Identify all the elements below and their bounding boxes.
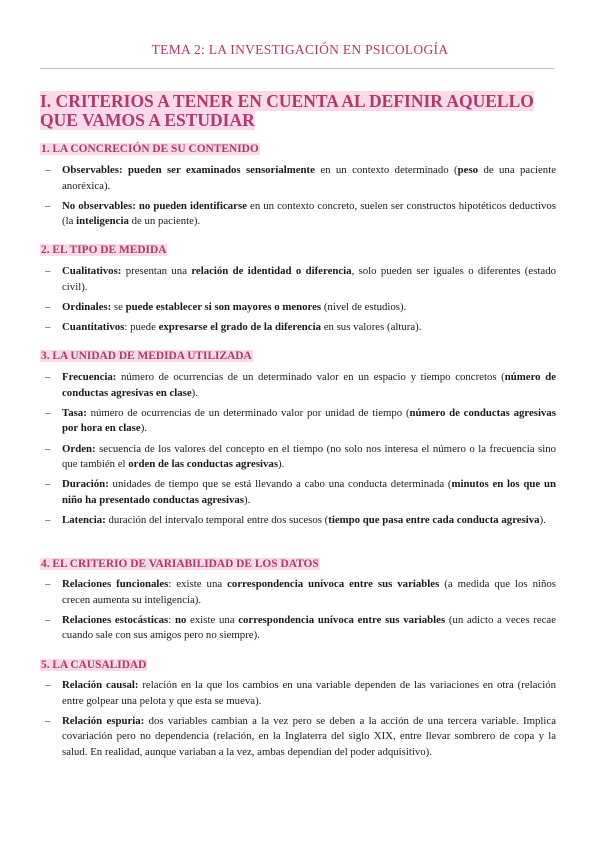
list-item: – Ordinales: se puede establecer si son mayores o menores (nivel de estudios).: [62, 300, 556, 316]
list-causalidad: [45, 678, 557, 765]
list-variabilidad: [45, 577, 557, 649]
subsection-heading-concrecion: 1. LA CONCRECIÓN DE SU CONTENIDO: [41, 143, 259, 155]
list-item: – Orden: secuencia de los valores del concepto en el tiempo (no solo nos interesa el número o la frecuencia sino que también el orden de las conductas agresivas).: [45, 442, 556, 471]
bullet-dash: –: [45, 514, 51, 527]
subsection-heading-tipo-medida: 2. EL TIPO DE MEDIDA: [41, 244, 167, 256]
bullet-dash: –: [45, 406, 51, 419]
list-item: – Observables: pueden ser examinados sensorialmente en un contexto determinado (peso de una paciente anoréxica).: [45, 164, 556, 192]
list-item: – Latencia: duración del intervalo temporal entre dos sucesos (tiempo que pasa entre cada conducta agresiva).: [62, 513, 556, 529]
list-item: – Cualitativos: presentan una relación de identidad o diferencia, solo pueden ser iguales o diferentes (estado civil).: [45, 265, 556, 293]
bullet-dash: –: [45, 613, 51, 626]
list-concrecion: [45, 163, 556, 235]
bullet-dash: –: [45, 265, 51, 277]
bullet-dash: –: [45, 320, 51, 333]
list-item: – Relación espuria: dos variables cambian a la vez pero se deben a la acción de una tercera variable. Implica covariación pero no dependencia (relación, en la Inglaterra del siglo XIX, entre llevar sombrero de copa y la salud. En realidad, aunque variaban a la vez, ambas dependían del poder adquisitivo).: [45, 714, 557, 758]
bullet-dash: –: [45, 679, 51, 691]
title-divider: [40, 68, 554, 69]
bullet-dash: –: [45, 578, 51, 590]
bullet-dash: –: [45, 442, 51, 455]
section-heading: I. CRITERIOS A TENER EN CUENTA AL DEFINIR AQUELLO QUE VAMOS A ESTUDIAR: [40, 91, 534, 130]
bullet-dash: –: [45, 371, 51, 383]
list-item: – Frecuencia: número de ocurrencias de un determinado valor en un espacio y tiempo concretos (número de conductas agresivas en clase).: [45, 371, 556, 399]
bullet-dash: –: [45, 478, 51, 491]
list-item: – Duración: unidades de tiempo que se está llevando a cabo una conducta determinada (minutos en los que un niño ha presentado conductas agresivas).: [45, 478, 556, 506]
list-item: – Relaciones estocásticas: no existe una correspondencia unívoca entre sus variables (un adicto a veces recae cuando sale con sus amigos pero no siempre).: [45, 613, 556, 642]
bullet-dash: –: [45, 300, 51, 313]
subsection-heading-unidad-medida: 3. LA UNIDAD DE MEDIDA UTILIZADA: [41, 350, 252, 362]
subsection-heading-variabilidad: 4. EL CRITERIO DE VARIABILIDAD DE LOS DATOS: [41, 558, 319, 570]
bullet-dash: –: [45, 164, 51, 176]
list-item: – Cuantitativos: puede expresarse el grado de la diferencia en sus valores (altura).: [62, 320, 556, 336]
list-item: – Relaciones funcionales: existe una correspondencia unívoca entre sus variables (a medida que los niños crecen aumenta su inteligencia).: [45, 578, 557, 606]
list-unidad-medida: [45, 370, 556, 533]
bullet-dash: –: [45, 199, 51, 212]
subsection-heading-causalidad: 5. LA CAUSALIDAD: [41, 659, 147, 671]
list-item: – Tasa: número de ocurrencias de un determinado valor por unidad de tiempo (número de conductas agresivas por hora en clase).: [45, 406, 556, 435]
page-title: TEMA 2: LA INVESTIGACIÓN EN PSICOLOGÍA: [151, 42, 449, 57]
list-item: – Relación causal: relación en la que los cambios en una variable dependen de las variaciones en otra (relación entre golpear una pelota y que esta se mueva).: [45, 679, 556, 707]
bullet-dash: –: [45, 714, 51, 727]
list-item: – No observables: no pueden identificarse en un contexto concreto, suelen ser constructos hipotéticos deductivos (la inteligencia de un paciente).: [45, 199, 556, 228]
list-tipo-medida: [45, 264, 556, 340]
